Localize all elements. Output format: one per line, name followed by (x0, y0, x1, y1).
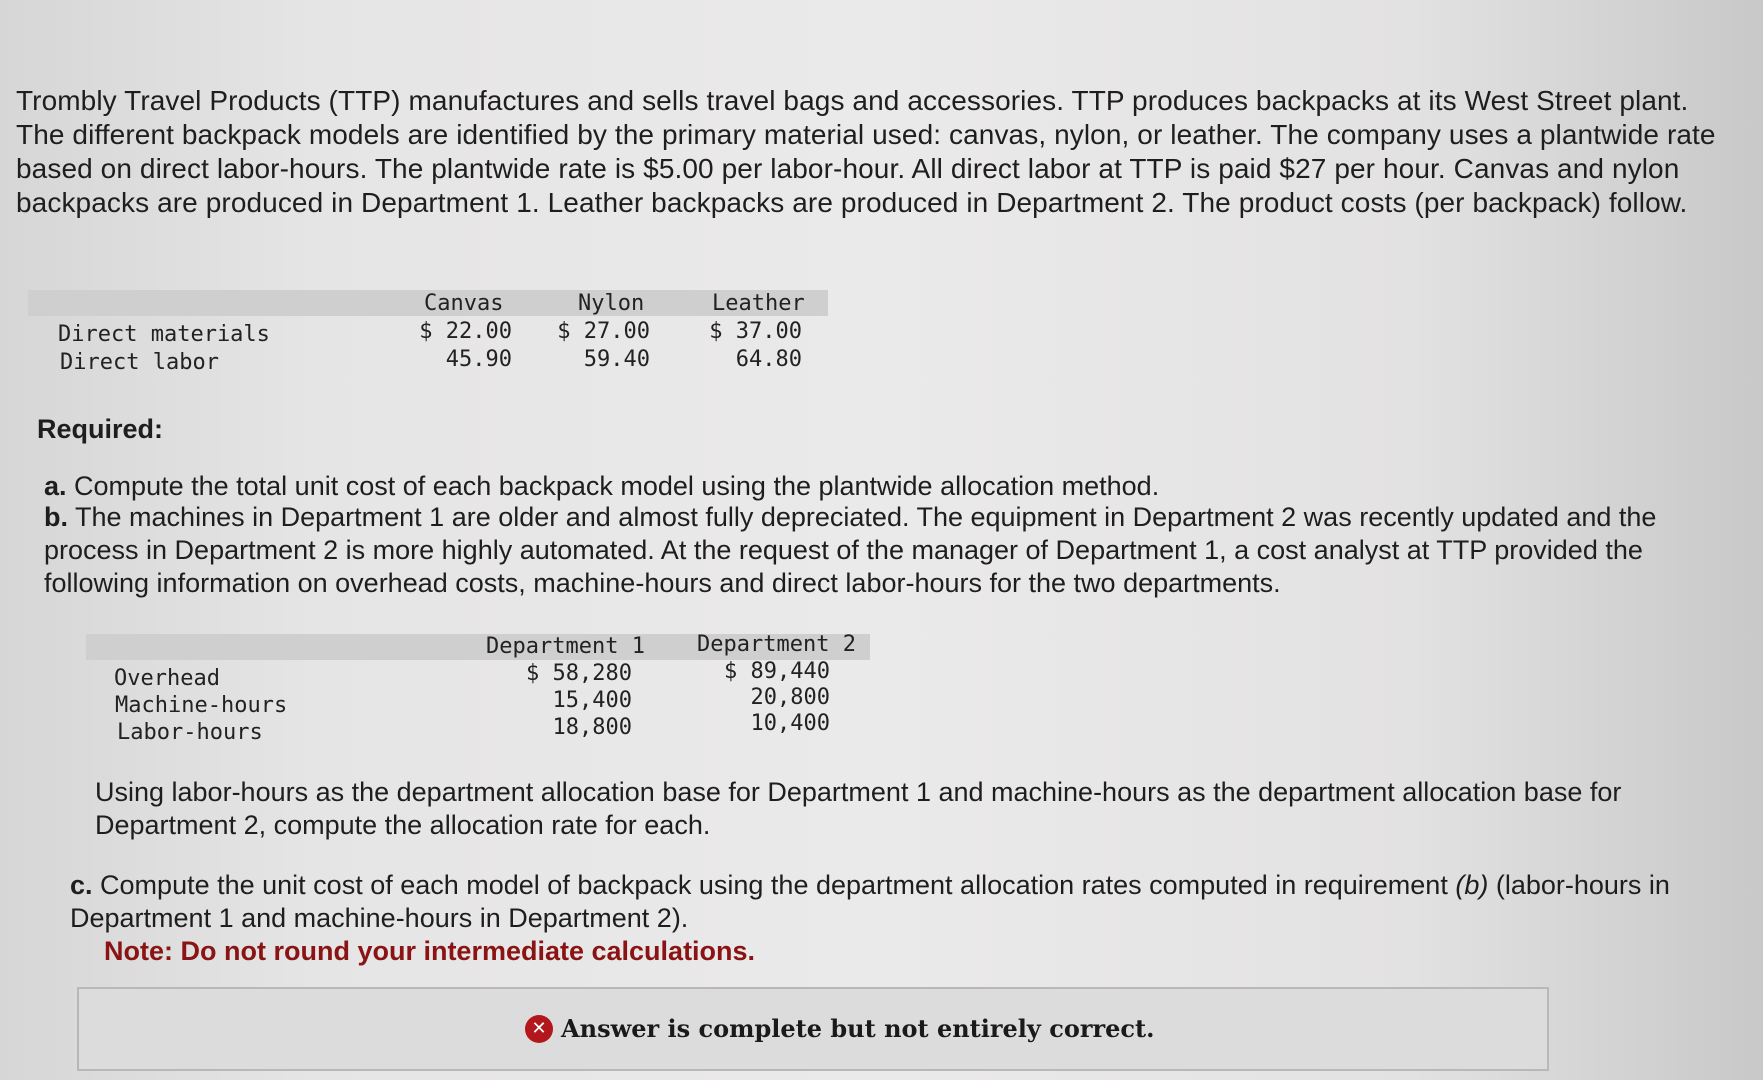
value-leather-materials: $ 37.00 (709, 319, 802, 344)
requirement-b (44, 501, 1684, 600)
requirement-b-followup: Using labor-hours as the department allocation base for Department 1 and machine-hours as the department allocation base for Department 2, compute the allocation rate for each. (95, 777, 1622, 840)
col-header-department-2: Department 2 (697, 632, 856, 657)
value-dept1-overhead: $ 58,280 (526, 661, 632, 686)
note-no-rounding: Note: Do not round your intermediate calculations. (104, 936, 756, 966)
row-label-labor-hours: Labor-hours (117, 720, 263, 745)
value-leather-labor: 64.80 (735, 347, 802, 372)
requirement-a (44, 470, 1684, 503)
value-nylon-materials: $ 27.00 (557, 319, 650, 344)
value-dept2-labor-hours: 10,400 (750, 711, 830, 736)
value-canvas-materials: $ 22.00 (419, 319, 512, 344)
value-dept1-labor-hours: 18,800 (552, 715, 632, 740)
value-canvas-labor: 45.90 (445, 347, 512, 372)
value-nylon-labor: 59.40 (583, 347, 650, 372)
col-header-leather: Leather (712, 291, 805, 316)
value-dept1-machine-hours: 15,400 (552, 688, 632, 713)
error-x-icon: ✕ (525, 1015, 553, 1043)
requirement-c-letter: c. (70, 870, 93, 900)
requirement-c-text-before: Compute the unit cost of each model of backpack using the department allocation rates computed in requirement (100, 870, 1456, 900)
col-header-canvas: Canvas (424, 291, 504, 316)
row-label-overhead: Overhead (114, 666, 220, 691)
required-heading: Required: (37, 414, 164, 444)
requirement-b-text: The machines in Department 1 are older and almost fully depreciated. The equipment in Department 2 was recently updated and the process in Department 2 is more highly automated. At the request of the manager of Department 1, a cost analyst at TTP provided the following information on overhead costs, machine-hours and direct labor-hours for the two departments. (44, 502, 1657, 598)
problem-intro: Trombly Travel Products (TTP) manufactures and sells travel bags and accessories. TTP produces backpacks at its West Street plant. The different backpack models are identified by the primary material used: canvas, nylon, or leather. The company uses a plantwide rate based on direct labor-hours. The plantwide rate is $5.00 per labor-hour. All direct labor at TTP is paid $27 per hour. Canvas and nylon backpacks are produced in Department 1. Leather backpacks are produced in Department 2. The product costs (per backpack) follow. (16, 85, 1716, 218)
row-label-direct-materials: Direct materials (58, 322, 270, 347)
value-dept2-machine-hours: 20,800 (750, 685, 830, 710)
requirement-a-letter: a. (44, 471, 67, 501)
requirement-c (70, 869, 1710, 968)
row-label-machine-hours: Machine-hours (115, 693, 288, 718)
requirement-a-text: Compute the total unit cost of each backpack model using the plantwide allocation method. (74, 471, 1160, 501)
value-dept2-overhead: $ 89,440 (724, 659, 830, 684)
requirement-c-text-after: (labor-hours in Department 1 and machine-hours in Department 2). (70, 870, 1670, 933)
row-label-direct-labor: Direct labor (60, 350, 219, 375)
requirement-b-letter: b. (44, 502, 68, 532)
col-header-nylon: Nylon (578, 291, 645, 316)
requirement-c-ref: (b) (1455, 870, 1489, 900)
answer-status (525, 1014, 1154, 1043)
answer-status-text: Answer is complete but not entirely correct. (561, 1014, 1155, 1043)
col-header-department-1: Department 1 (486, 634, 645, 659)
